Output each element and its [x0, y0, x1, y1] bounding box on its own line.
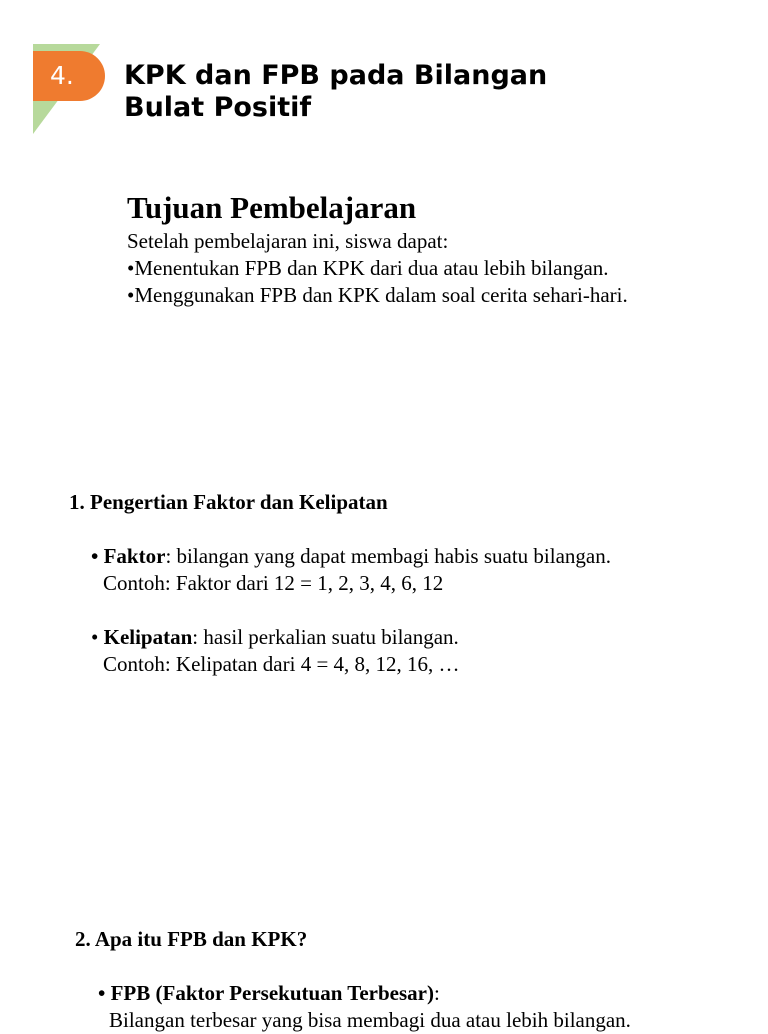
factor-example: Contoh: Faktor dari 12 = 1, 2, 3, 4, 6, 12	[103, 571, 444, 595]
fpb-definition: Bilangan terbesar yang bisa membagi dua atau lebih bilangan.	[109, 1008, 631, 1032]
fpb-term-suffix: :	[433, 981, 440, 1005]
section-1-heading: 1. Pengertian Faktor dan Kelipatan	[69, 490, 388, 514]
slide-number-badge: 4.	[33, 51, 105, 101]
objectives-bullet-2: •Menggunakan FPB dan KPK dalam soal cerita sehari-hari.	[127, 283, 628, 307]
section-2-heading: 2. Apa itu FPB dan KPK?	[75, 927, 308, 951]
multiple-definition-text: : hasil perkalian suatu bilangan.	[192, 625, 459, 649]
multiple-bullet: •	[91, 625, 104, 649]
page-title-line-2: Bulat Positif	[124, 92, 312, 123]
objectives-intro: Setelah pembelajaran ini, siswa dapat:	[127, 229, 449, 253]
fpb-bullet: •	[98, 981, 111, 1005]
objectives-bullet-1: •Menentukan FPB dan KPK dari dua atau lebih bilangan.	[127, 256, 609, 280]
factor-term: Faktor	[103, 544, 166, 568]
objectives-heading: Tujuan Pembelajaran	[127, 190, 417, 225]
fpb-term-line	[98, 980, 440, 1007]
fpb-term: FPB (Faktor Persekutuan Terbesar)	[110, 981, 434, 1005]
factor-definition-text: : bilangan yang dapat membagi habis suatu bilangan.	[165, 544, 611, 568]
page-title	[124, 60, 644, 124]
multiple-example: Contoh: Kelipatan dari 4 = 4, 8, 12, 16, …	[103, 652, 460, 676]
factor-bullet: •	[91, 544, 104, 568]
multiple-definition	[91, 624, 459, 651]
factor-definition	[91, 543, 611, 570]
page-title-line-1: KPK dan FPB pada Bilangan	[124, 60, 548, 91]
multiple-term: Kelipatan	[103, 625, 193, 649]
